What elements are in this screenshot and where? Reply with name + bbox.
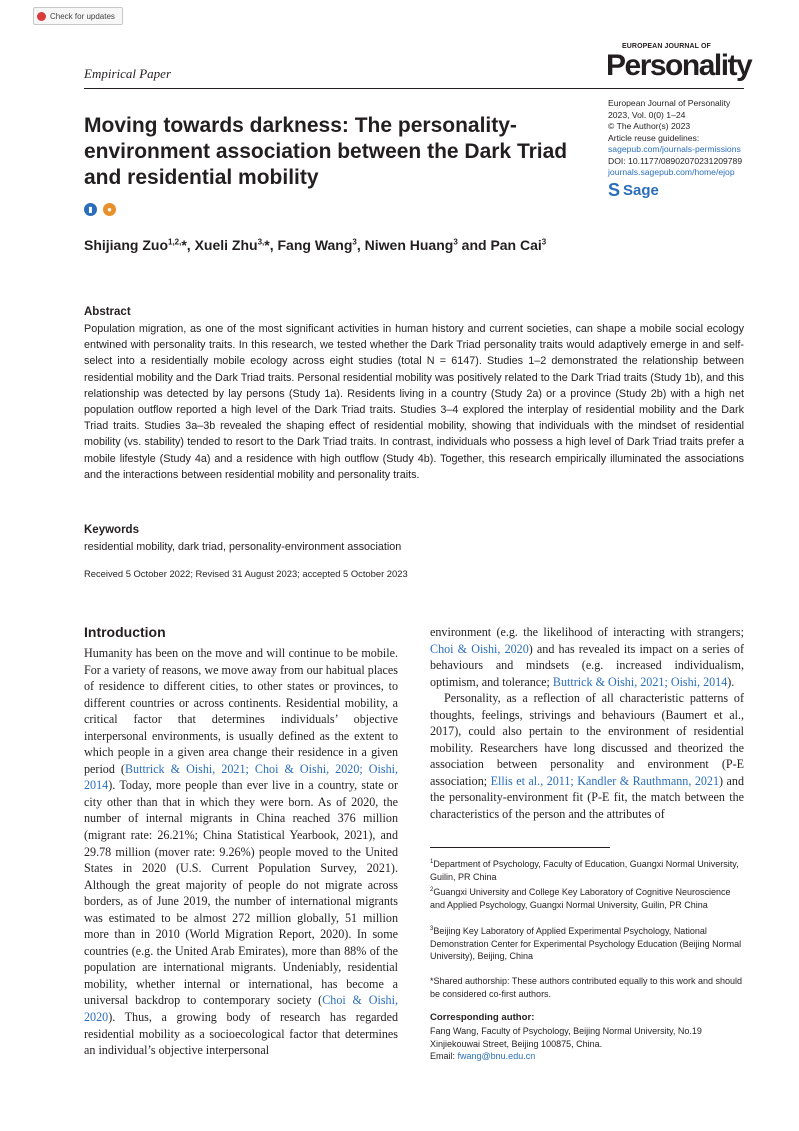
shared-authorship-note: *Shared authorship: These authors contributed equally to this work and should be considered co-first authors. xyxy=(430,976,743,999)
citation-link[interactable]: Buttrick & Oishi, 2021; Choi & Oishi, 2020; Oishi, 2014 xyxy=(84,761,398,793)
email-label: Email: xyxy=(430,1051,458,1061)
sage-s-icon: S xyxy=(608,180,621,200)
author-name[interactable]: Pan Cai xyxy=(490,237,542,253)
affil-number: 2 xyxy=(430,887,434,893)
author-sep: , xyxy=(356,237,365,253)
author-sep: and xyxy=(457,237,491,253)
open-data-icon[interactable]: ▮ xyxy=(84,203,97,216)
introduction-heading: Introduction xyxy=(84,624,166,640)
citation-link[interactable]: Buttrick & Oishi, 2021; Oishi, 2014 xyxy=(552,674,728,689)
author-name[interactable]: Fang Wang xyxy=(277,237,353,253)
affil-text: Beijing Key Laboratory of Applied Experimental Psychology, National Demonstration Center for Experimental Psychology Education (Beijing Normal University), Beijing, China xyxy=(430,926,742,961)
citation-link[interactable]: Ellis et al., 2011; Kandler & Rauthmann, 2021 xyxy=(490,773,720,788)
author-sep: *, xyxy=(264,237,278,253)
keywords-text: residential mobility, dark triad, personality-environment association xyxy=(84,541,402,553)
author-name[interactable]: Shijiang Zuo xyxy=(84,237,168,253)
body-text: ). Today, more people than ever live in a country, state or city other than that in which they were born. As of 2020, the number of internal migrants in China reached 376 million (migrant rate: 26.21%; China Statistical Yearbook, 2021), and 29.78 million (mover rate: 9.26%) people moved to the United States in 2020 (U.S. Current Population Survey, 2021). Although the great majority of people do not migrate across borders, as of June 2019, the number of international migrants was estimated to be almost 272 million globally, 51 million more than in 2010 (World Migration Report, 2020). In some countries (e.g. the United Arab Emirates), more than 88% of the population are international migrants. Undeniably, residential mobility, whether internal or international, has become a universal backdrop to contemporary society ( xyxy=(84,778,398,1008)
body-text: Personality, as a reflection of all characteristic patterns of thoughts, feelings, strivings and behaviours (Baumert et al., 2017), could also pertain to the environment of residential mobility. Researchers have long discussed and theorized the association between personality and environment (P-E association; xyxy=(430,691,744,788)
affil-text: Department of Psychology, Faculty of Education, Guangxi Normal University, Guilin, PR China xyxy=(430,859,739,882)
journal-logo-small: EUROPEAN JOURNAL OF xyxy=(622,43,711,50)
meta-journal: European Journal of Personality xyxy=(608,98,731,108)
journal-logo: Personality xyxy=(606,49,752,82)
open-access-badges xyxy=(84,203,116,216)
author-affil: 3 xyxy=(541,237,547,247)
open-materials-icon[interactable]: ● xyxy=(103,203,116,216)
left-column xyxy=(84,645,398,1059)
affiliation-2 xyxy=(430,884,748,911)
check-updates-icon xyxy=(37,12,46,21)
body-text: Humanity has been on the move and will continue to be mobile. For a variety of reasons, we move away from our habitual places of residence to different cities, to other states or provinces, to different countries or across continents. Residential mobility, a critical factor that determines individuals’ objective interpersonal environments, is usually defined as the extent to which people in a given area change their residence in a given period ( xyxy=(84,646,398,776)
affil-number: 1 xyxy=(430,859,434,865)
affiliation-1 xyxy=(430,856,748,883)
body-text: ) and the personality-environment fit (P-E fit, the match between the characteristics of the person and the attributes of xyxy=(430,773,744,822)
author-sep: *, xyxy=(181,237,195,253)
journal-home-link[interactable]: journals.sagepub.com/home/ejop xyxy=(608,167,735,177)
author-name[interactable]: Xueli Zhu xyxy=(194,237,258,253)
author-list xyxy=(84,237,546,253)
abstract-heading: Abstract xyxy=(84,306,131,318)
meta-volume: 2023, Vol. 0(0) 1–24 xyxy=(608,109,686,120)
citation-link[interactable]: Choi & Oishi, 2020 xyxy=(430,641,529,656)
permissions-link[interactable]: sagepub.com/journals-permissions xyxy=(608,144,741,154)
citation-link[interactable]: Choi & Oishi, 2020 xyxy=(84,993,398,1025)
email-link[interactable]: fwang@bnu.edu.cn xyxy=(457,1051,536,1061)
abstract-text: Population migration, as one of the most significant activities in human history and current societies, can shape a mobile social ecology entwined with personality traits. In this research, we tested whether the Dark Triad personality traits would adaptively emerge in and self-select into a residentially mobile ecology across eight studies (total N = 6147). Studies 1–2 demonstrated the relationship between residential mobility and the Dark Triad traits. Personal residential mobility was positively related to the Dark Triad traits (Study 1b), and this relationship was detected by lay persons (Study 1a). Residents living in a country (Study 2a) or a province (Study 2b) with a high net population outflow reported a high level of the Dark Triad traits. Studies 3–4 explored the interplay of residential mobility and the Dark Triad traits. Studies 3a–3b revealed the shaping effect of residential mobility, showing that individuals with the mindset of residential mobility (vs. stability) tended to resort to the Dark Triad traits. In contrast, individuals who possess a high level of Dark Triad traits prefer a mobile lifestyle (Study 4a) and a residence with high outflow (Study 4b). Together, this research empirically illuminated the associations and the interactions between residential mobility and personality traits. xyxy=(84,323,744,481)
body-text: environment (e.g. the likelihood of interacting with strangers; xyxy=(430,625,744,639)
publisher-logo xyxy=(608,180,659,201)
paper-type: Empirical Paper xyxy=(84,66,172,81)
author-affil: 1,2, xyxy=(168,237,182,247)
check-updates-label: Check for updates xyxy=(50,11,115,21)
author-affil: 3 xyxy=(352,237,357,247)
publisher-name: Sage xyxy=(623,182,659,199)
meta-copyright: © The Author(s) 2023 xyxy=(608,121,691,131)
body-text: ). xyxy=(727,674,735,689)
author-affil: 3, xyxy=(257,237,265,247)
affil-text: Guangxi University and College Key Laboratory of Cognitive Neuroscience and Applied Psychology, Guangxi Normal University, Guilin, PR China xyxy=(430,887,731,910)
corresponding-info xyxy=(430,1025,748,1063)
body-text: ). Thus, a growing body of research has regarded residential mobility as a socioecological factor that determines an individual’s objective interpersonal xyxy=(84,1010,398,1058)
corresponding-address: Fang Wang, Faculty of Psychology, Beijing Normal University, No.19 Xinjiekouwai Street, Beijing 100875, China. xyxy=(430,1026,702,1049)
journal-meta xyxy=(608,98,798,179)
intro-paragraph-2 xyxy=(430,690,744,822)
corresponding-heading: Corresponding author: xyxy=(430,1012,535,1023)
affil-number: 3 xyxy=(430,926,434,932)
right-column xyxy=(430,624,744,823)
check-for-updates-button[interactable] xyxy=(33,7,123,25)
paper-title: Moving towards darkness: The personality-environment association between the Dark Triad and residential mobility xyxy=(84,114,568,189)
affiliation-3 xyxy=(430,923,748,963)
intro-paragraph-1 xyxy=(84,645,398,1059)
meta-reuse: Article reuse guidelines: xyxy=(608,132,700,143)
keywords-heading: Keywords xyxy=(84,524,139,536)
author-name[interactable]: Niwen Huang xyxy=(364,237,454,253)
corresponding-email-line xyxy=(430,1050,748,1063)
author-affil: 3 xyxy=(453,237,458,247)
meta-doi[interactable]: DOI: 10.1177/08902070231209789 xyxy=(608,155,743,166)
intro-paragraph-cont xyxy=(430,624,744,690)
header-rule xyxy=(84,88,744,89)
received-dates: Received 5 October 2022; Revised 31 August 2023; accepted 5 October 2023 xyxy=(84,568,408,579)
footnote-rule xyxy=(430,847,610,848)
body-text: ) and has revealed its impact on a series of behaviours and mindsets (e.g. increased individualism, optimism, and tolerance; xyxy=(430,641,744,689)
